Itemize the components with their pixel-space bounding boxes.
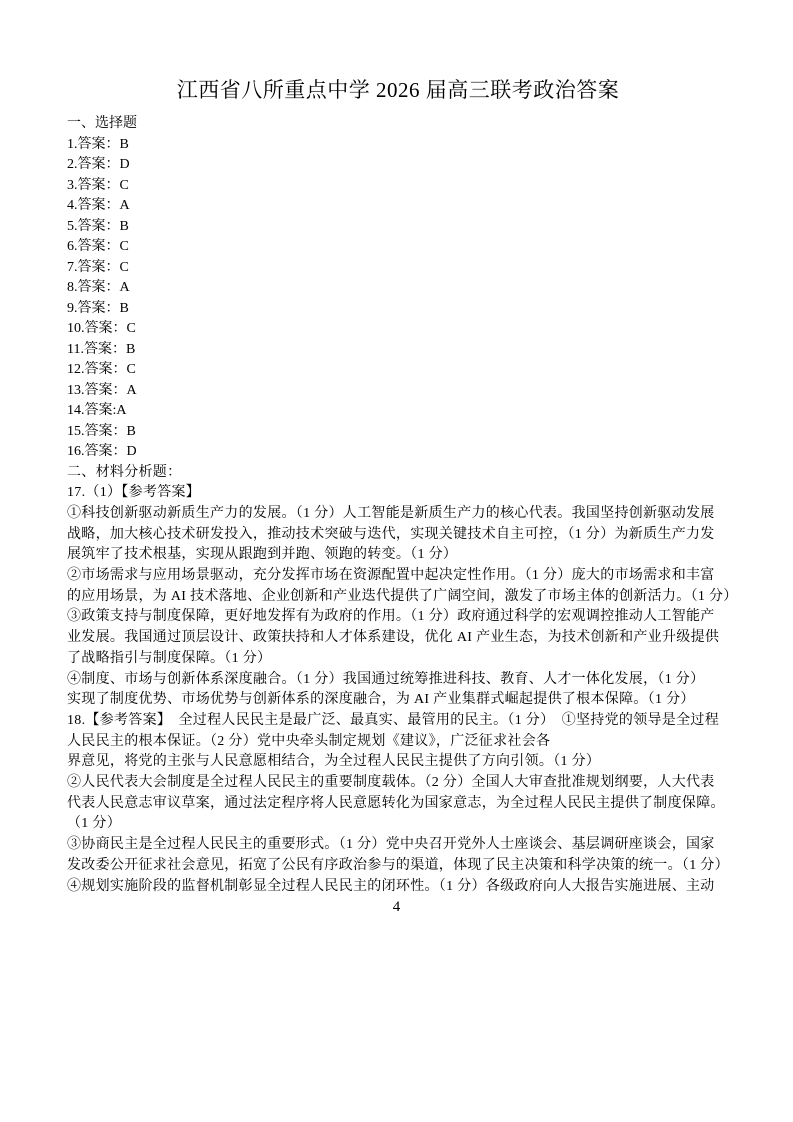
choice-answer-item: 15.答案：B — [67, 423, 136, 439]
section-choice-heading: 一、选择题 — [67, 116, 137, 131]
q17-answer-line: 展筑牢了技术根基，实现从跟跑到并跑、领跑的转变。（1 分） — [67, 547, 458, 563]
q18-answer-line: 18.【参考答案】 全过程人民民主是最广泛、最真实、最管用的民主。（1 分） ①坚持党的领导是全过程 — [67, 712, 719, 728]
choice-answer-item: 2.答案：D — [67, 157, 130, 172]
q17-answer-line: 的应用场景，为 AI 技术落地、企业创新和产业迭代提供了广阔空间，激发了市场主体的创新活力。（1 分） — [67, 588, 738, 604]
choice-answer-item: 8.答案：A — [67, 280, 130, 295]
q18-answer-line: 人民民主的根本保证。（2 分）党中央牵头制定规划《建议》，广泛征求社会各 — [67, 733, 551, 749]
q17-heading: 17.（1）【参考答案】 — [67, 485, 201, 501]
q17-answer-line: ②市场需求与应用场景驱动，充分发挥市场在资源配置中起决定性作用。（1 分）庞大的市场需求和丰富 — [67, 568, 715, 584]
q18-answer-line: 发改委公开征求社会意见，拓宽了公民有序政治参与的渠道，体现了民主决策和科学决策的统一。（1 分） — [67, 857, 729, 873]
q17-answer-line: ③政策支持与制度保障，更好地发挥有为政府的作用。（1 分）政府通过科学的宏观调控推动人工智能产 — [67, 609, 715, 625]
choice-answer-item: 7.答案：C — [67, 259, 129, 275]
choice-answer-item: 10.答案：C — [67, 321, 136, 336]
choice-answer-item: 1.答案：B — [67, 136, 129, 152]
page-number: 4 — [392, 899, 401, 915]
choice-answer-item: 14.答案:A — [67, 403, 127, 418]
choice-answer-list — [67, 135, 729, 463]
q17-answer-line: 战略，加大核心技术研发投入，推动技术突破与迭代，实现关键技术自主可控，（1 分）为新质生产力发 — [67, 526, 715, 542]
q17-answer-line: 业发展。我国通过顶层设计、政策扶持和人才体系建设，优化 AI 产业生态，为技术创新和产业升级提供 — [67, 630, 720, 646]
page-content — [67, 76, 738, 897]
q18-answer-text — [67, 711, 729, 897]
choice-answer-item: 13.答案：A — [67, 382, 137, 398]
q18-answer-line: 代表人民意志审议草案，通过法定程序将人民意愿转化为国家意志，为全过程人民民主提供了制度保障。 — [67, 795, 725, 811]
q18-answer-line: 界意见，将党的主张与人民意愿相结合，为全过程人民民主提供了方向引领。（1 分） — [67, 754, 601, 770]
q17-answer-line: 了战略指引与制度保障。（1 分） — [67, 650, 272, 666]
choice-answer-item: 16.答案：D — [67, 444, 137, 459]
section-material-heading: 二、材料分析题： — [67, 464, 182, 480]
choice-answer-item: 9.答案：B — [67, 300, 129, 316]
choice-answer-item: 3.答案：C — [67, 177, 129, 193]
choice-answer-item: 5.答案：B — [67, 218, 129, 234]
q17-answer-text — [67, 504, 738, 711]
q17-answer-line: 实现了制度优势、市场优势与创新体系的深度融合，为 AI 产业集群式崛起提供了根本保障。（1 分） — [67, 692, 695, 708]
choice-answer-item: 12.答案：C — [67, 362, 136, 377]
q18-answer-line: ③协商民主是全过程人民民主的重要形式。（1 分）党中央召开党外人士座谈会、基层调研座谈会，国家 — [67, 837, 715, 853]
q18-answer-line: ④规划实施阶段的监督机制彰显全过程人民民主的闭环性。（1 分）各级政府向人大报告实施进展、主动 — [67, 878, 715, 894]
choice-answer-item: 4.答案：A — [67, 198, 130, 213]
q17-answer-line: ①科技创新驱动新质生产力的发展。（1 分）人工智能是新质生产力的核心代表。我国坚持创新驱动发展 — [67, 505, 715, 521]
choice-answer-item: 11.答案：B — [67, 341, 136, 357]
q18-answer-line: （1 分） — [67, 816, 121, 832]
choice-answer-item: 6.答案：C — [67, 239, 129, 254]
q17-answer-line: ④制度、市场与创新体系深度融合。（1 分）我国通过统筹推进科技、教育、人才一体化发展，（1 分） — [67, 671, 705, 687]
q18-answer-line: ②人民代表大会制度是全过程人民民主的重要制度载体。（2 分）全国人大审查批准规划纲要，人大代表 — [67, 775, 715, 791]
page-title: 江西省八所重点中学 2026 届高三联考政治答案 — [176, 78, 620, 102]
